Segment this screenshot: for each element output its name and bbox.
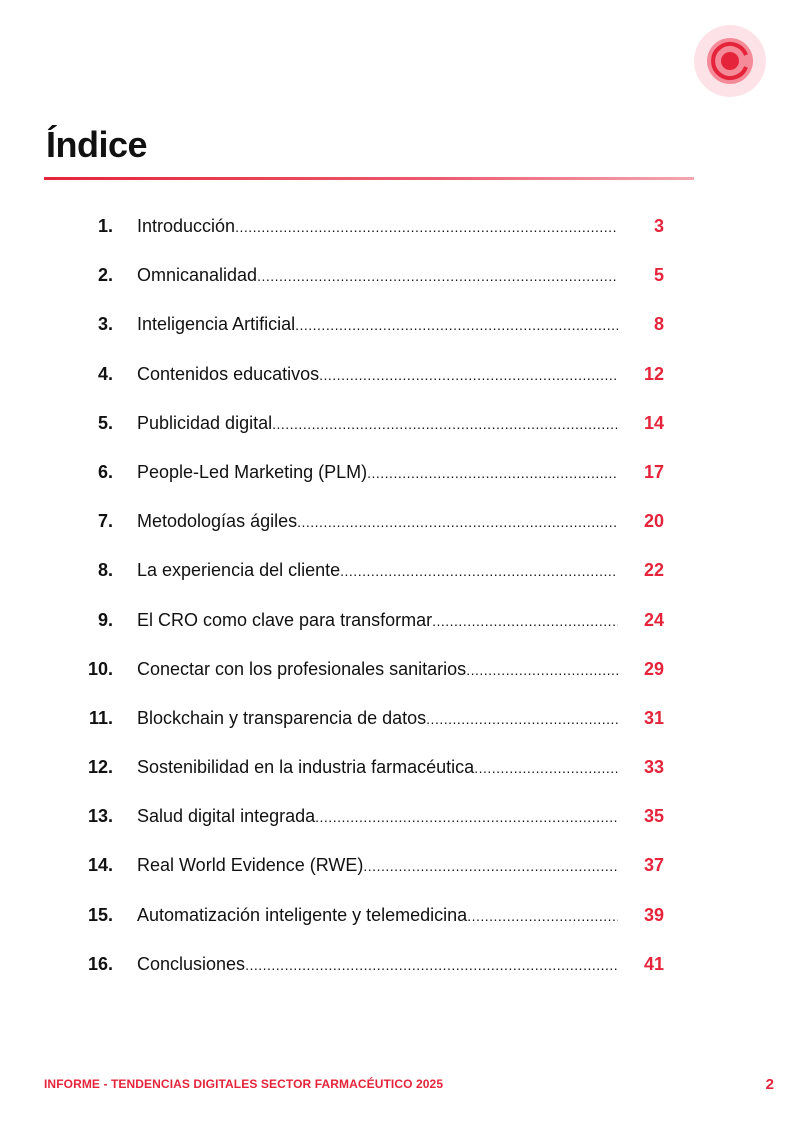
toc-entry-number: 13.: [87, 806, 113, 827]
toc-entry-title-line: [137, 855, 618, 876]
toc-entry-number: 7.: [97, 511, 113, 532]
toc-entry[interactable]: [0, 942, 793, 991]
toc-entry-label: Automatización inteligente y telemedicina: [137, 904, 468, 925]
toc-entry-label: Conectar con los profesionales sanitarios: [137, 658, 467, 679]
toc-entry-page: 41: [643, 953, 664, 974]
toc-dot-leader: [363, 858, 618, 874]
toc-entry-title-line: [137, 462, 618, 483]
toc-entry-title-line: [137, 560, 618, 581]
toc-entry-label: El CRO como clave para transformar: [137, 609, 433, 630]
toc-entry-page: 12: [643, 363, 664, 384]
toc-entry[interactable]: [0, 204, 793, 253]
toc-entry-page: 5: [653, 265, 664, 286]
toc-entry-label: Inteligencia Artificial: [137, 314, 296, 335]
toc-dot-leader: [295, 317, 618, 333]
toc-entry[interactable]: [0, 352, 793, 401]
toc-entry-page: 20: [643, 511, 664, 532]
toc-entry-number: 2.: [97, 265, 113, 286]
toc-entry-label: Real World Evidence (RWE): [137, 855, 364, 876]
toc-entry[interactable]: [0, 548, 793, 597]
toc-entry[interactable]: [0, 843, 793, 892]
toc-entry-page: 3: [653, 216, 664, 236]
toc-entry-title-line: [137, 954, 618, 975]
brand-target-logo-icon: [694, 25, 766, 97]
toc-entry-title-line: [137, 413, 618, 434]
toc-entry-page: 14: [643, 412, 664, 433]
title-divider: [44, 177, 694, 180]
toc-entry-label: Publicidad digital: [137, 412, 273, 433]
toc-dot-leader: [340, 563, 618, 579]
toc-entry-title-line: [137, 659, 618, 680]
toc-entry-label: Omnicanalidad: [137, 265, 258, 286]
toc-entry[interactable]: [0, 450, 793, 499]
toc-entry-label: Metodologías ágiles: [137, 511, 298, 532]
toc-entry-page: 39: [643, 904, 664, 925]
toc-entry-label: La experiencia del cliente: [137, 560, 341, 581]
toc-entry-page: 22: [643, 560, 664, 581]
toc-entry-title-line: [137, 364, 618, 385]
toc-entry-number: 4.: [97, 363, 113, 384]
toc-entry-label: Sostenibilidad en la industria farmacéutica: [137, 757, 475, 778]
toc-entry[interactable]: [0, 302, 793, 351]
toc-entry-page: 24: [643, 609, 664, 630]
toc-entry-number: 1.: [97, 216, 113, 236]
toc-entry-page: 35: [643, 806, 664, 827]
toc-entry-number: 3.: [97, 314, 113, 335]
toc-entry-number: 5.: [97, 412, 113, 433]
toc-entry-page: 8: [653, 314, 664, 335]
toc-entry-page: 31: [643, 707, 664, 728]
toc-entry-label: Conclusiones: [137, 953, 246, 974]
toc-entry-label: People-Led Marketing (PLM): [137, 461, 368, 482]
toc-dot-leader: [315, 809, 618, 825]
toc-dot-leader: [432, 613, 618, 629]
toc-entry[interactable]: [0, 696, 793, 745]
page-title: Índice: [46, 124, 148, 165]
toc-dot-leader: [235, 219, 618, 235]
toc-entry-page: 33: [643, 757, 664, 778]
toc-entry-page: 29: [643, 658, 664, 679]
footer-page-number: 2: [765, 1076, 774, 1093]
toc-entry-number: 10.: [87, 658, 113, 679]
toc-entry-label: Contenidos educativos: [137, 363, 320, 384]
toc-entry-title-line: [137, 708, 618, 729]
toc-dot-leader: [426, 711, 618, 727]
toc-entry-label: Introducción: [137, 216, 236, 236]
toc-dot-leader: [257, 268, 618, 284]
toc-entry-title-line: [137, 314, 618, 335]
toc-entry[interactable]: [0, 401, 793, 450]
toc-entry[interactable]: [0, 647, 793, 696]
toc-entry-number: 11.: [88, 707, 113, 728]
table-of-contents: [0, 204, 793, 991]
toc-entry[interactable]: [0, 598, 793, 647]
toc-entry-label: Blockchain y transparencia de datos: [137, 707, 427, 728]
toc-entry-number: 9.: [97, 609, 113, 630]
footer-report-title: INFORME - TENDENCIAS DIGITALES SECTOR FARMACÉUTICO 2025: [44, 1077, 444, 1091]
toc-dot-leader: [466, 662, 618, 678]
toc-entry[interactable]: [0, 794, 793, 843]
toc-entry-page: 17: [643, 461, 664, 482]
toc-dot-leader: [319, 367, 618, 383]
toc-entry-title-line: [137, 905, 618, 926]
toc-entry[interactable]: [0, 893, 793, 942]
toc-entry-page: 37: [643, 855, 664, 876]
toc-dot-leader: [272, 416, 618, 432]
toc-entry[interactable]: [0, 253, 793, 302]
toc-entry-number: 12.: [87, 757, 113, 778]
toc-entry[interactable]: [0, 499, 793, 548]
toc-dot-leader: [467, 908, 618, 924]
toc-entry[interactable]: [0, 745, 793, 794]
toc-entry-title-line: [137, 806, 618, 827]
toc-entry-title-line: [137, 265, 618, 286]
toc-entry-number: 6.: [97, 461, 113, 482]
toc-entry-number: 14.: [87, 855, 113, 876]
toc-entry-title-line: [137, 216, 618, 237]
toc-entry-title-line: [137, 757, 618, 778]
toc-dot-leader: [474, 760, 618, 776]
toc-dot-leader: [297, 514, 618, 530]
toc-dot-leader: [245, 957, 618, 973]
toc-entry-number: 16.: [87, 953, 113, 974]
toc-entry-title-line: [137, 610, 618, 631]
toc-dot-leader: [367, 465, 618, 481]
toc-entry-number: 8.: [97, 560, 113, 581]
toc-entry-number: 15.: [87, 904, 113, 925]
toc-entry-label: Salud digital integrada: [137, 806, 316, 827]
toc-entry-title-line: [137, 511, 618, 532]
